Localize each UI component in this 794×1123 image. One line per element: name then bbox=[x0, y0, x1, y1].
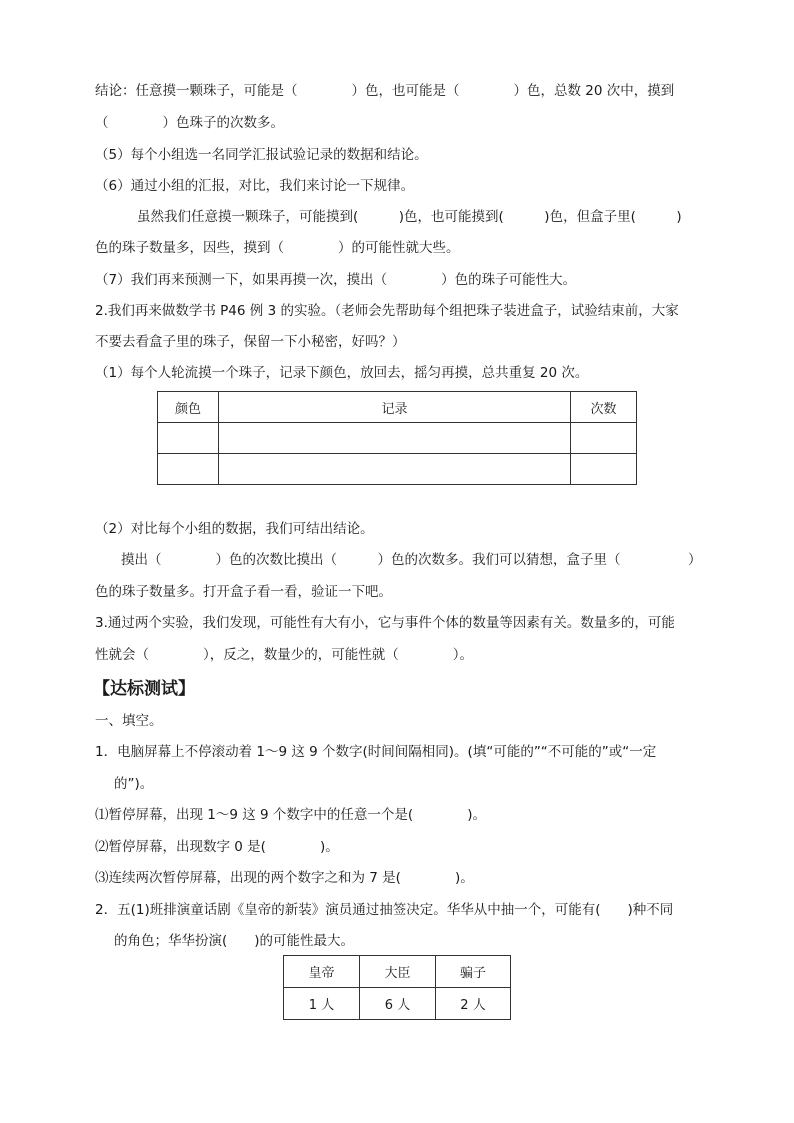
record-cell[interactable] bbox=[571, 423, 637, 454]
experiment-conclusion-line-2: 色的珠子数量多。打开盒子看一看，验证一下吧。 bbox=[95, 584, 392, 600]
question-1-b: ⑵暂停屏幕，出现数字 0 是( )。 bbox=[95, 839, 339, 855]
role-header-emperor: 皇帝 bbox=[284, 956, 360, 988]
rule-line-2: 色的珠子数量多，因些，摸到（ ）的可能性就大些。 bbox=[95, 240, 460, 256]
question-2-line-1: 2．五(1)班排演童话剧《皇帝的新装》演员通过抽签决定。华华从中抽一个，可能有( )种不同 bbox=[95, 902, 674, 918]
record-cell[interactable] bbox=[219, 454, 571, 485]
record-header-color: 颜色 bbox=[158, 392, 219, 423]
experiment-intro-line-2: 不要去看盒子里的珠子，保留一下小秘密，好吗？） bbox=[95, 334, 406, 350]
record-cell[interactable] bbox=[158, 423, 219, 454]
summary-line-1: 3.通过两个实验，我们发现，可能性有大有小，它与事件个体的数量等因素有关。数量多的，可能 bbox=[95, 615, 675, 631]
question-1-a: ⑴暂停屏幕，出现 1～9 这 9 个数字中的任意一个是( )。 bbox=[95, 807, 486, 823]
question-1-line-2: 的”)。 bbox=[114, 776, 154, 792]
step-7: （7）我们再来预测一下，如果再摸一次，摸出（ ）色的珠子可能性大。 bbox=[95, 272, 577, 288]
record-cell[interactable] bbox=[571, 454, 637, 485]
experiment-step-1: （1）每个人轮流摸一个珠子，记录下颜色，放回去，摇匀再摸，总共重复 20 次。 bbox=[95, 365, 589, 381]
role-table bbox=[283, 955, 511, 1020]
role-count-swindler: 2 人 bbox=[436, 988, 511, 1020]
test-heading: 【达标测试】 bbox=[93, 679, 195, 699]
role-count-emperor: 1 人 bbox=[284, 988, 360, 1020]
step-6: （6）通过小组的汇报，对比，我们来讨论一下规律。 bbox=[95, 178, 415, 194]
part-1-heading: 一、填空。 bbox=[95, 713, 163, 729]
question-1-line-1: 1．电脑屏幕上不停滚动着 1～9 这 9 个数字(时间间隔相同)。(填“可能的”“不可能的”或“一定 bbox=[95, 744, 657, 760]
question-2-line-2: 的角色；华华扮演( )的可能性最大。 bbox=[114, 933, 355, 949]
conclusion-line-2: （ ）色珠子的次数多。 bbox=[95, 115, 284, 131]
record-header-record: 记录 bbox=[219, 392, 571, 423]
rule-line-1: 虽然我们任意摸一颗珠子，可能摸到( )色，也可能摸到( )色，但盒子里( ) bbox=[137, 209, 682, 225]
experiment-conclusion-line-1: 摸出（ ）色的次数比摸出（ ）色的次数多。我们可以猜想，盒子里（ ） bbox=[121, 552, 702, 568]
experiment-intro-line-1: 2.我们再来做数学书 P46 例 3 的实验。（老师会先帮助每个组把珠子装进盒子，试验结束前，大家 bbox=[95, 303, 679, 319]
record-header-count: 次数 bbox=[571, 392, 637, 423]
summary-line-2: 性就会（ ），反之，数量少的，可能性就（ ）。 bbox=[95, 647, 473, 663]
step-5: （5）每个小组选一名同学汇报试验记录的数据和结论。 bbox=[95, 147, 428, 163]
record-cell[interactable] bbox=[158, 454, 219, 485]
conclusion-line-1: 结论：任意摸一颗珠子，可能是（ ）色，也可能是（ ）色，总数 20 次中，摸到 bbox=[95, 83, 675, 99]
role-count-minister: 6 人 bbox=[360, 988, 436, 1020]
question-1-c: ⑶连续两次暂停屏幕，出现的两个数字之和为 7 是( )。 bbox=[95, 870, 474, 886]
record-table bbox=[157, 391, 637, 485]
role-header-minister: 大臣 bbox=[360, 956, 436, 988]
experiment-step-2: （2）对比每个小组的数据，我们可结出结论。 bbox=[95, 521, 374, 537]
role-header-swindler: 骗子 bbox=[436, 956, 511, 988]
record-cell[interactable] bbox=[219, 423, 571, 454]
